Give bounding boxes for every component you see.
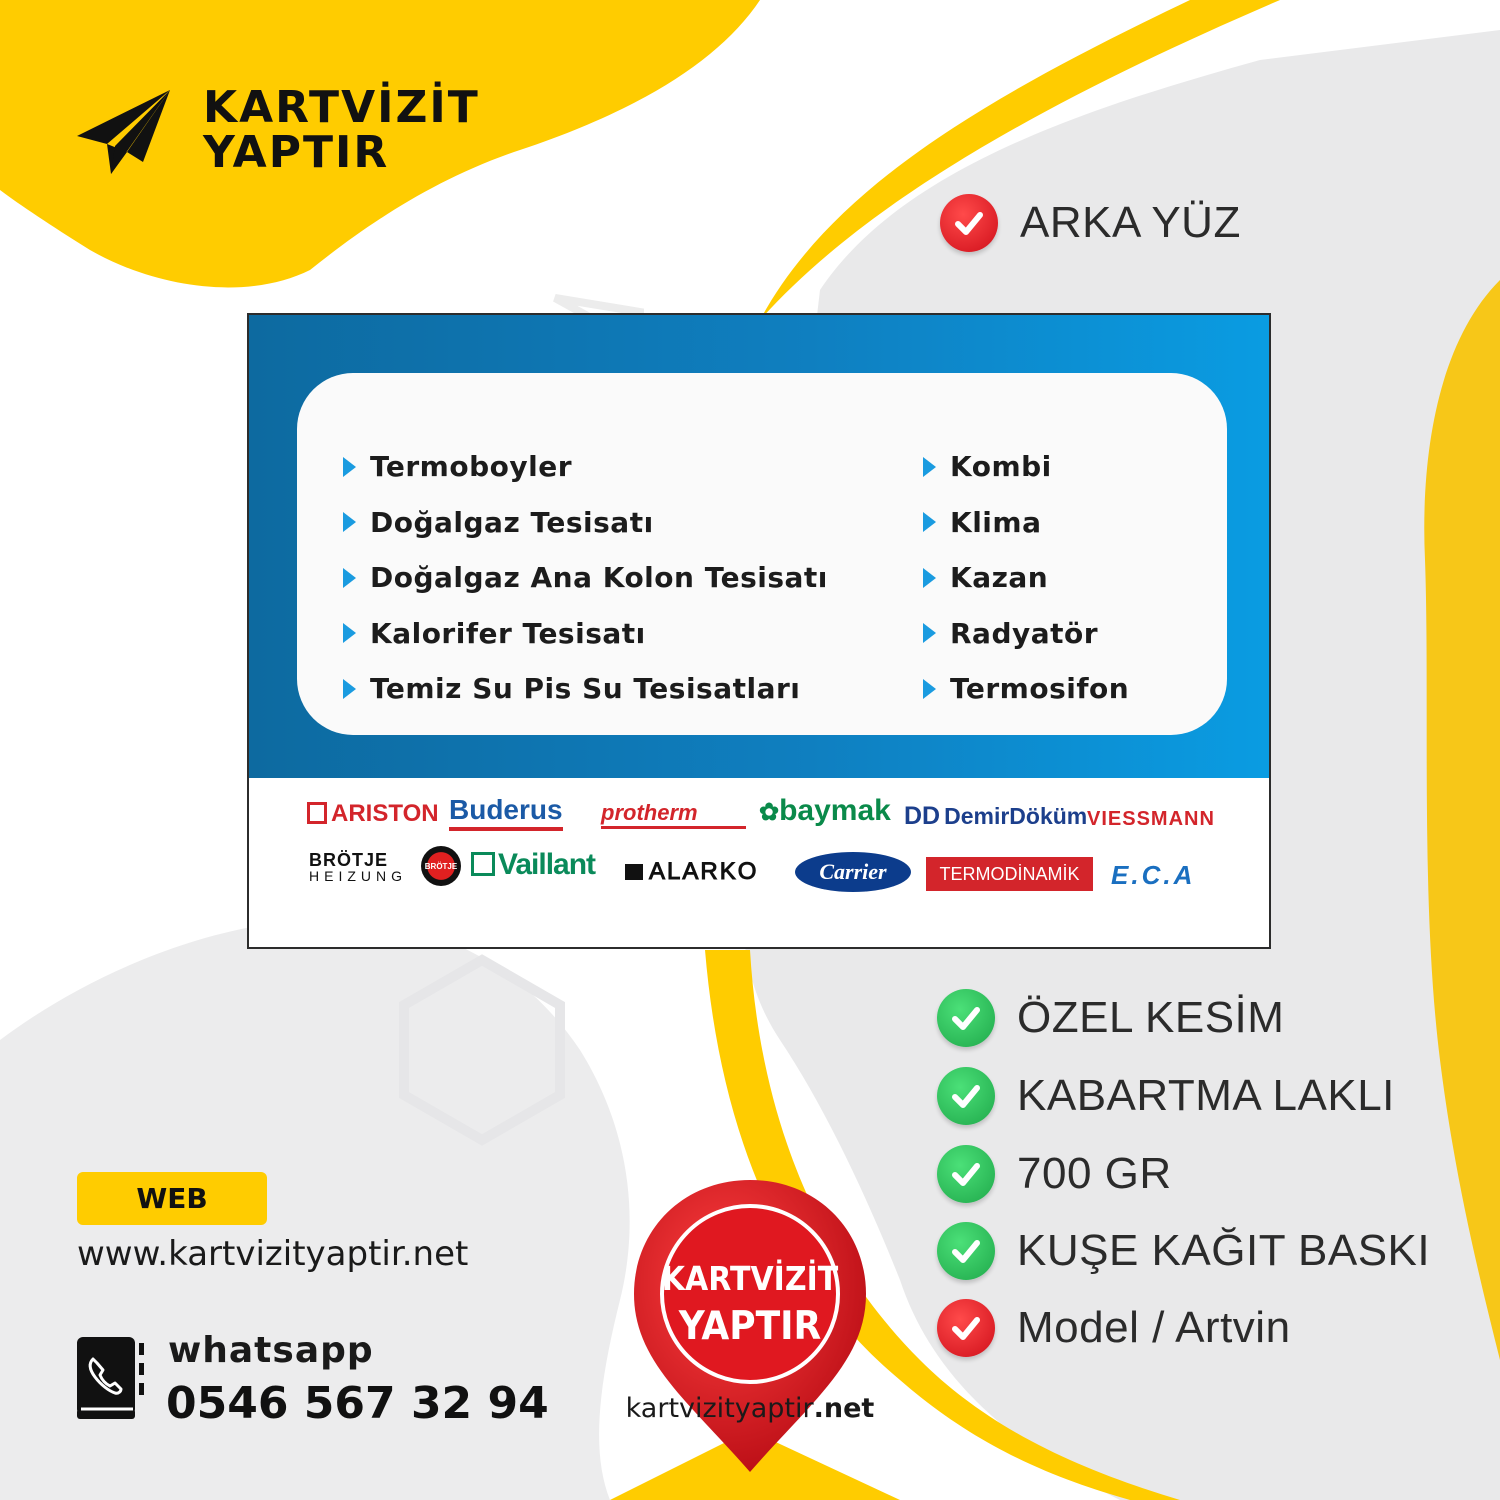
baymak-mark-icon: ✿ xyxy=(759,799,780,826)
service-item: Temiz Su Pis Su Tesisatları xyxy=(343,661,828,717)
logo-brotje: BRÖTJE HEIZUNG xyxy=(309,850,407,884)
logo-baymak: ✿baymak xyxy=(759,794,891,827)
pin-brand-line-1: KARTVİZİT xyxy=(661,1260,839,1299)
check-icon xyxy=(937,1299,995,1357)
triangle-bullet-icon xyxy=(343,679,356,699)
brand-line-2: YAPTIR xyxy=(203,127,390,178)
triangle-bullet-icon xyxy=(343,512,356,532)
check-icon xyxy=(937,1145,995,1203)
paper-plane-icon xyxy=(75,82,173,178)
vaillant-hare-icon xyxy=(471,852,495,876)
triangle-bullet-icon xyxy=(343,623,356,643)
logo-ariston: ARISTON xyxy=(307,800,439,828)
check-icon xyxy=(940,194,998,252)
logo-alarko: ALARKO xyxy=(625,858,758,886)
logo-buderus: Buderus xyxy=(449,794,563,831)
services-panel xyxy=(297,373,1227,735)
triangle-bullet-icon xyxy=(923,679,936,699)
logo-demirdokum: DD DemirDöküm xyxy=(904,802,1088,830)
logo-protherm: protherm xyxy=(601,800,746,829)
logo-carrier: Carrier xyxy=(795,852,911,892)
web-badge: WEB xyxy=(77,1172,267,1225)
ariston-mark-icon xyxy=(307,802,327,824)
service-item: Radyatör xyxy=(923,606,1129,662)
check-icon xyxy=(937,989,995,1047)
triangle-bullet-icon xyxy=(343,457,356,477)
feature-label: 700 GR xyxy=(1017,1149,1172,1198)
feature-label: ÖZEL KESİM xyxy=(1017,993,1285,1042)
triangle-bullet-icon xyxy=(923,623,936,643)
service-item: Doğalgaz Ana Kolon Tesisatı xyxy=(343,550,828,606)
logo-eca: E.C.A xyxy=(1111,860,1196,890)
service-item: Termoboyler xyxy=(343,439,828,495)
feature-label: KABARTMA LAKLI xyxy=(1017,1071,1395,1120)
service-item: Kombi xyxy=(923,439,1129,495)
check-icon xyxy=(937,1222,995,1280)
card-brand-logos xyxy=(249,778,1269,947)
service-item: Klima xyxy=(923,495,1129,551)
logo-termodinamik: TERMODİNAMİK xyxy=(926,857,1093,891)
check-icon xyxy=(937,1067,995,1125)
services-left-column xyxy=(343,439,828,717)
triangle-bullet-icon xyxy=(923,512,936,532)
card-top-band xyxy=(249,315,1269,778)
service-item: Doğalgaz Tesisatı xyxy=(343,495,828,551)
brand-name xyxy=(203,82,480,178)
pin-brand-line-2: YAPTIR xyxy=(678,1303,822,1350)
feature-item xyxy=(937,1220,1430,1282)
feature-label: Model / Artvin xyxy=(1017,1303,1291,1352)
feature-item xyxy=(937,1143,1172,1205)
alarko-mark-icon xyxy=(625,864,643,880)
logo-viessmann: VIESSMANN xyxy=(1087,808,1215,830)
feature-item xyxy=(937,1297,1291,1359)
side-label-text: ARKA YÜZ xyxy=(1020,198,1241,247)
feature-item xyxy=(937,1065,1395,1127)
triangle-bullet-icon xyxy=(343,568,356,588)
brotje-badge: BRÖTJE xyxy=(421,846,461,886)
brand-line-1: KARTVİZİT xyxy=(203,82,480,133)
feature-label: KUŞE KAĞIT BASKI xyxy=(1017,1226,1431,1275)
phone-number[interactable]: 0546 567 32 94 xyxy=(166,1378,549,1429)
service-item: Kalorifer Tesisatı xyxy=(343,606,828,662)
phone-book-icon xyxy=(75,1335,147,1423)
triangle-bullet-icon xyxy=(923,568,936,588)
demirdokum-mark-icon: DD xyxy=(904,802,941,830)
side-label xyxy=(940,192,1241,254)
service-item: Termosifon xyxy=(923,661,1129,717)
business-card-back xyxy=(247,313,1271,949)
website-link[interactable]: www.kartvizityaptir.net xyxy=(77,1234,469,1274)
services-right-column xyxy=(923,439,1129,717)
triangle-bullet-icon xyxy=(923,457,936,477)
logo-vaillant: Vaillant xyxy=(471,848,595,882)
brand-logo xyxy=(75,82,480,178)
pin-url: kartvizityaptir.net xyxy=(625,1393,875,1424)
feature-item xyxy=(937,987,1284,1049)
service-item: Kazan xyxy=(923,550,1129,606)
whatsapp-label: whatsapp xyxy=(168,1330,374,1371)
